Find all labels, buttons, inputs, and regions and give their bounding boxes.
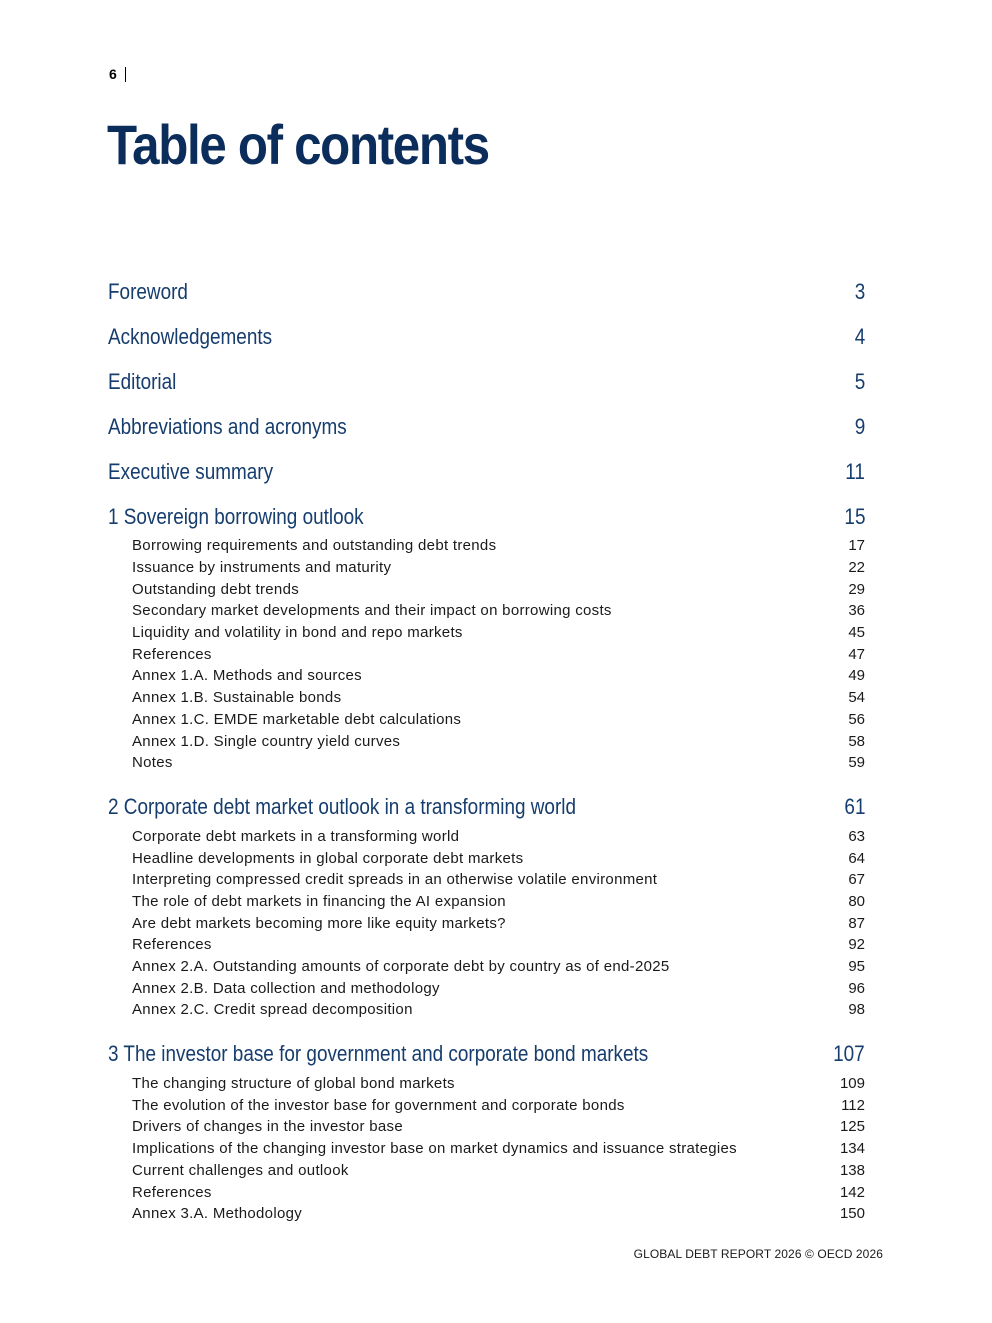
- toc-subsection-link[interactable]: [108, 622, 865, 644]
- toc-subsection-list: [108, 826, 865, 1021]
- page-footer: GLOBAL DEBT REPORT 2026 © OECD 2026: [633, 1247, 883, 1261]
- toc-section: [108, 411, 865, 442]
- toc-chapter-link[interactable]: [108, 411, 865, 442]
- toc-subsection-page: 96: [848, 979, 865, 997]
- toc-subsection-title: Annex 2.B. Data collection and methodology: [132, 979, 440, 997]
- toc-subsection-link[interactable]: [108, 1094, 865, 1116]
- toc-subsection-link[interactable]: [108, 752, 865, 774]
- toc-subsection-page: 64: [848, 849, 865, 867]
- toc-subsection-title: References: [132, 936, 212, 954]
- toc-subsection-title: Annex 1.D. Single country yield curves: [132, 732, 401, 750]
- toc-chapter-title: 1 Sovereign borrowing outlook: [108, 503, 364, 529]
- toc-subsection-title: Annex 2.C. Credit spread decomposition: [132, 1001, 413, 1019]
- toc-subsection-title: Annex 1.C. EMDE marketable debt calculations: [132, 710, 462, 728]
- toc-subsection-page: 98: [848, 1001, 865, 1019]
- toc-subsection-title: The changing structure of global bond markets: [132, 1075, 455, 1093]
- toc-subsection-page: 56: [848, 710, 865, 728]
- toc-subsection-link[interactable]: [108, 600, 865, 622]
- toc-subsection-title: Annex 1.A. Methods and sources: [132, 667, 362, 685]
- toc-subsection-link[interactable]: [108, 999, 865, 1021]
- page-number: 6: [109, 66, 117, 82]
- toc-chapter-page: 11: [845, 458, 865, 484]
- toc-subsection-link[interactable]: [108, 1181, 865, 1203]
- toc-section: [108, 1039, 865, 1225]
- toc-subsection-list: [108, 535, 865, 774]
- toc-subsection-link[interactable]: [108, 934, 865, 956]
- toc-subsection-page: 80: [848, 892, 865, 910]
- toc-subsection-page: 138: [839, 1161, 865, 1179]
- toc-subsection-title: Corporate debt markets in a transforming world: [132, 827, 460, 845]
- toc-subsection-page: 47: [848, 645, 865, 663]
- toc-chapter-title: 2 Corporate debt market outlook in a transforming world: [108, 794, 576, 820]
- toc-subsection-page: 112: [841, 1096, 865, 1114]
- toc-chapter-title: Foreword: [108, 278, 188, 304]
- toc-subsection-link[interactable]: [108, 1138, 865, 1160]
- toc-subsection-link[interactable]: [108, 535, 865, 557]
- toc-subsection-link[interactable]: [108, 977, 865, 999]
- toc-subsection-link[interactable]: [108, 687, 865, 709]
- toc-subsection-title: References: [132, 645, 212, 663]
- toc-chapter-link[interactable]: [108, 366, 865, 397]
- toc-chapter-link[interactable]: [108, 792, 865, 823]
- toc-section: [108, 321, 865, 352]
- table-of-contents: [108, 276, 865, 1243]
- toc-subsection-title: Drivers of changes in the investor base: [132, 1118, 403, 1136]
- toc-chapter-page: 107: [833, 1041, 865, 1067]
- toc-subsection-title: Interpreting compressed credit spreads in an otherwise volatile environment: [132, 871, 658, 889]
- toc-section: [108, 366, 865, 397]
- header-separator: [125, 67, 126, 82]
- toc-subsection-list: [108, 1073, 865, 1225]
- toc-subsection-title: Annex 1.B. Sustainable bonds: [132, 689, 342, 707]
- toc-chapter-page: 61: [843, 794, 865, 820]
- toc-subsection-page: 150: [839, 1205, 865, 1223]
- toc-subsection-title: References: [132, 1183, 212, 1201]
- toc-subsection-page: 22: [848, 559, 865, 577]
- toc-subsection-link[interactable]: [108, 912, 865, 934]
- toc-subsection-page: 134: [839, 1140, 865, 1158]
- toc-subsection-title: Notes: [132, 754, 173, 772]
- toc-section: [108, 501, 865, 774]
- toc-subsection-title: Issuance by instruments and maturity: [132, 559, 392, 577]
- toc-section: [108, 456, 865, 487]
- toc-subsection-page: 29: [848, 580, 865, 598]
- toc-section: [108, 276, 865, 307]
- page-header: [109, 66, 126, 82]
- toc-subsection-page: 17: [848, 537, 865, 555]
- toc-subsection-title: Borrowing requirements and outstanding debt trends: [132, 537, 497, 555]
- toc-subsection-link[interactable]: [108, 643, 865, 665]
- toc-subsection-page: 67: [848, 871, 865, 889]
- toc-subsection-link[interactable]: [108, 578, 865, 600]
- toc-subsection-link[interactable]: [108, 956, 865, 978]
- toc-subsection-page: 54: [848, 689, 865, 707]
- toc-chapter-title: 3 The investor base for government and corporate bond markets: [108, 1041, 649, 1067]
- toc-chapter-title: Editorial: [108, 368, 177, 394]
- page-title: Table of contents: [107, 113, 489, 176]
- toc-chapter-link[interactable]: [108, 501, 865, 532]
- toc-chapter-page: 4: [854, 323, 865, 349]
- toc-chapter-title: Abbreviations and acronyms: [108, 413, 347, 439]
- toc-subsection-link[interactable]: [108, 557, 865, 579]
- toc-subsection-title: Current challenges and outlook: [132, 1161, 349, 1179]
- toc-chapter-page: 9: [854, 413, 865, 439]
- toc-subsection-page: 142: [839, 1183, 865, 1201]
- toc-chapter-title: Acknowledgements: [108, 323, 273, 349]
- toc-subsection-link[interactable]: [108, 891, 865, 913]
- toc-chapter-title: Executive summary: [108, 458, 274, 484]
- toc-subsection-page: 45: [848, 624, 865, 642]
- toc-subsection-page: 59: [848, 754, 865, 772]
- toc-subsection-link[interactable]: [108, 665, 865, 687]
- toc-section: [108, 792, 865, 1021]
- toc-chapter-page: 15: [843, 503, 865, 529]
- toc-chapter-link[interactable]: [108, 276, 865, 307]
- toc-subsection-link[interactable]: [108, 1160, 865, 1182]
- toc-subsection-page: 87: [848, 914, 865, 932]
- toc-subsection-link[interactable]: [108, 1203, 865, 1225]
- toc-chapter-page: 3: [854, 278, 865, 304]
- toc-subsection-link[interactable]: [108, 847, 865, 869]
- toc-subsection-page: 95: [848, 958, 865, 976]
- toc-subsection-title: Secondary market developments and their impact on borrowing costs: [132, 602, 612, 620]
- toc-subsection-page: 36: [848, 602, 865, 620]
- toc-subsection-link[interactable]: [108, 1116, 865, 1138]
- toc-subsection-title: Annex 2.A. Outstanding amounts of corporate debt by country as of end-2025: [132, 958, 670, 976]
- toc-subsection-page: 109: [839, 1075, 865, 1093]
- toc-subsection-link[interactable]: [108, 1073, 865, 1095]
- toc-chapter-link[interactable]: [108, 456, 865, 487]
- toc-subsection-link[interactable]: [108, 709, 865, 731]
- toc-subsection-title: Outstanding debt trends: [132, 580, 300, 598]
- toc-subsection-title: The role of debt markets in financing the AI expansion: [132, 892, 506, 910]
- toc-subsection-page: 58: [848, 732, 865, 750]
- toc-subsection-title: Liquidity and volatility in bond and repo markets: [132, 624, 463, 642]
- toc-subsection-page: 63: [848, 827, 865, 845]
- toc-subsection-title: Implications of the changing investor base on market dynamics and issuance strategies: [132, 1140, 737, 1158]
- toc-subsection-page: 49: [848, 667, 865, 685]
- toc-chapter-link[interactable]: [108, 321, 865, 352]
- toc-subsection-page: 92: [848, 936, 865, 954]
- toc-chapter-link[interactable]: [108, 1039, 865, 1070]
- toc-subsection-link[interactable]: [108, 869, 865, 891]
- toc-subsection-link[interactable]: [108, 730, 865, 752]
- toc-subsection-link[interactable]: [108, 826, 865, 848]
- toc-subsection-title: Are debt markets becoming more like equity markets?: [132, 914, 506, 932]
- toc-chapter-page: 5: [854, 368, 865, 394]
- toc-subsection-title: Headline developments in global corporate debt markets: [132, 849, 524, 867]
- toc-subsection-title: Annex 3.A. Methodology: [132, 1205, 303, 1223]
- toc-subsection-page: 125: [839, 1118, 865, 1136]
- toc-subsection-title: The evolution of the investor base for government and corporate bonds: [132, 1096, 625, 1114]
